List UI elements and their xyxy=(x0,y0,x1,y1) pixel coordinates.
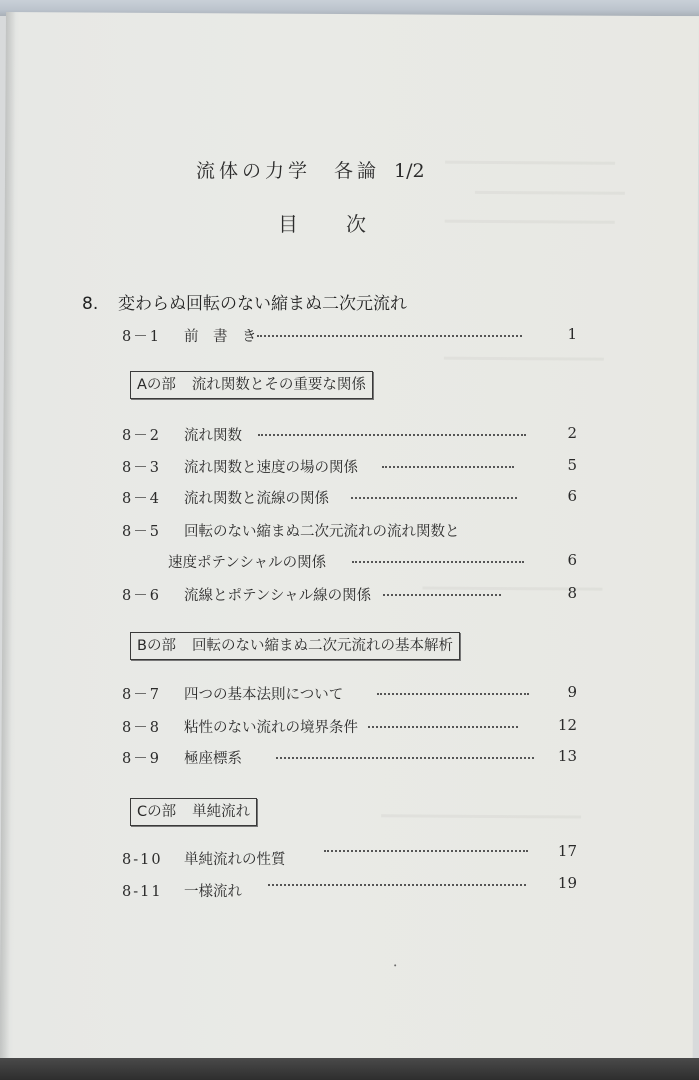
book-title-text: 流体の力学 各論 xyxy=(196,160,381,182)
dot-leader xyxy=(324,850,528,852)
toc-entry[interactable] xyxy=(122,456,577,478)
page-number: 12 xyxy=(557,716,577,734)
toc-entry[interactable] xyxy=(122,424,577,446)
toc-entry[interactable] xyxy=(122,842,577,870)
section-title: 単純流れの性質 xyxy=(184,852,286,868)
bleed-through xyxy=(445,220,615,224)
section-title: 四つの基本法則について xyxy=(184,687,344,703)
chapter-number: 8. xyxy=(82,294,99,314)
bleed-through xyxy=(445,161,615,165)
section-title: 前 書 き xyxy=(184,329,257,345)
section-number: 8-11 xyxy=(122,884,163,900)
dot-leader xyxy=(276,757,534,759)
page-number: 19 xyxy=(557,874,577,892)
dot-leader xyxy=(377,693,529,695)
toc-entry[interactable] xyxy=(122,716,577,738)
section-number: 8－4 xyxy=(122,491,161,507)
background-surface-bottom xyxy=(0,1058,699,1080)
section-number: 8－5 xyxy=(122,524,161,540)
toc-entry[interactable] xyxy=(122,325,577,347)
part-label: Aの部 xyxy=(137,377,176,393)
section-number: 8－2 xyxy=(122,428,161,444)
dot-leader xyxy=(268,884,526,886)
page-number: 6 xyxy=(567,487,577,505)
page-number: 9 xyxy=(567,683,577,701)
toc-entry[interactable] xyxy=(122,487,577,509)
page-number: 8 xyxy=(567,584,577,602)
dot-leader xyxy=(368,726,518,728)
paper-speck xyxy=(394,964,396,966)
toc-entry-continuation[interactable] xyxy=(168,551,577,573)
section-title: 流れ関数と速度の場の関係 xyxy=(184,460,358,476)
part-a-box xyxy=(130,371,373,399)
section-title: 流れ関数 xyxy=(184,428,242,444)
bleed-through xyxy=(444,357,604,361)
dot-leader xyxy=(352,561,524,563)
page-number: 17 xyxy=(557,842,577,860)
toc-entry[interactable] xyxy=(122,683,577,705)
page-number: 6 xyxy=(567,551,577,569)
chapter-title: 変わらぬ回転のない縮まぬ二次元流れ xyxy=(118,294,407,314)
section-title: 一様流れ xyxy=(184,884,242,900)
book-title xyxy=(196,156,425,183)
section-number: 8-10 xyxy=(122,852,163,868)
section-number: 8－3 xyxy=(122,460,161,476)
bleed-through xyxy=(381,814,581,818)
dot-leader xyxy=(383,594,501,596)
section-number: 8－9 xyxy=(122,751,161,767)
section-title: 粘性のない流れの境界条件 xyxy=(184,720,358,736)
section-number: 8－7 xyxy=(122,687,161,703)
section-title: 回転のない縮まぬ二次元流れの流れ関数と xyxy=(184,524,460,540)
bleed-through xyxy=(475,191,625,195)
section-title: 極座標系 xyxy=(184,751,242,767)
section-number: 8－8 xyxy=(122,720,161,736)
page-number: 13 xyxy=(557,747,577,765)
section-title: 流線とポテンシャル線の関係 xyxy=(184,588,372,604)
part-title: 単純流れ xyxy=(192,804,251,820)
section-title: 流れ関数と流線の関係 xyxy=(184,491,329,507)
page-number: 1 xyxy=(567,325,577,343)
dot-leader xyxy=(351,497,517,499)
part-title: 流れ関数とその重要な関係 xyxy=(191,377,366,393)
dot-leader xyxy=(257,335,522,337)
page-gutter-shadow xyxy=(0,12,16,1060)
page-number: 5 xyxy=(567,456,577,474)
part-label: Bの部 xyxy=(137,638,176,654)
toc-entry[interactable] xyxy=(122,874,577,902)
dot-leader xyxy=(382,466,514,468)
section-number: 8－6 xyxy=(122,588,161,604)
part-label: Cの部 xyxy=(137,804,177,820)
page-number: 2 xyxy=(567,424,577,442)
chapter-heading xyxy=(82,289,407,314)
toc-entry[interactable] xyxy=(122,747,577,769)
toc-entry[interactable] xyxy=(122,584,577,606)
section-title-continued: 速度ポテンシャルの関係 xyxy=(168,555,327,571)
dot-leader xyxy=(258,434,526,436)
toc-entry[interactable] xyxy=(122,520,577,542)
toc-heading: 目次 xyxy=(278,212,414,236)
section-number: 8－1 xyxy=(122,329,161,345)
volume-number: 1/2 xyxy=(394,160,425,182)
part-title: 回転のない縮まぬ二次元流れの基本解析 xyxy=(191,638,453,654)
part-b-box xyxy=(130,632,460,660)
part-c-box xyxy=(130,798,257,826)
